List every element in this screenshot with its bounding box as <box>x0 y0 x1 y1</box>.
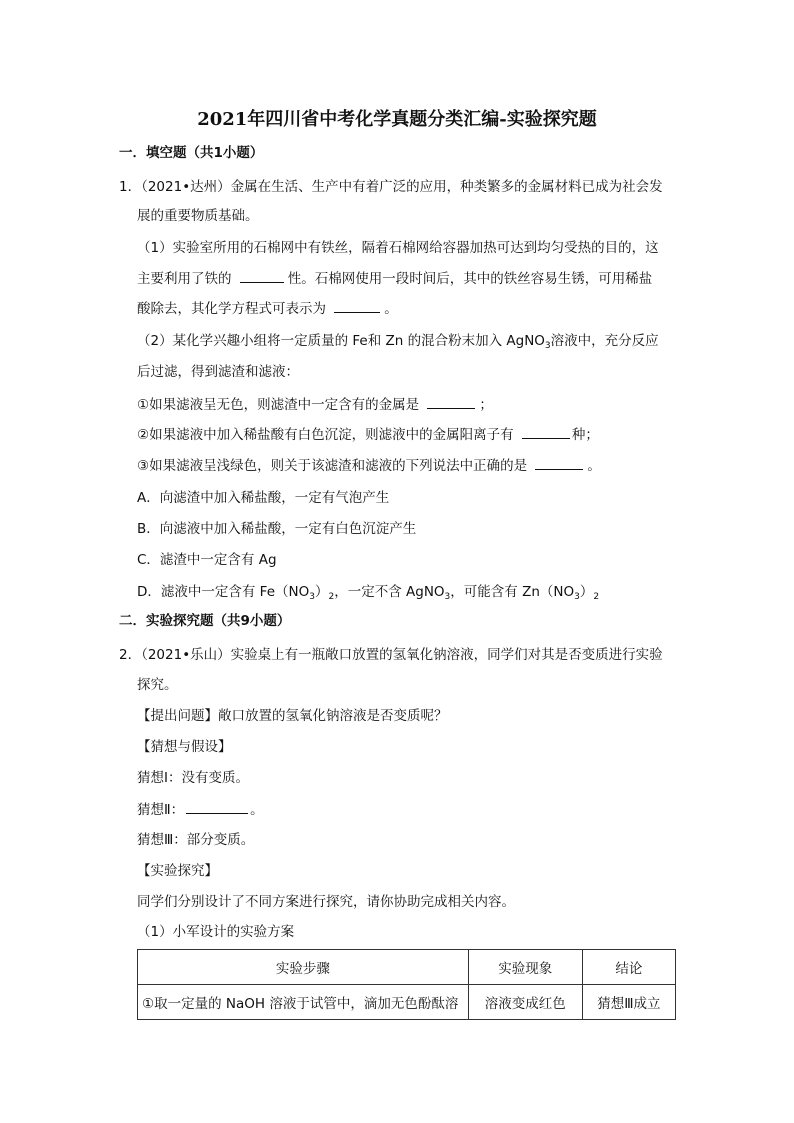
q2-hypothesis-2 <box>137 799 264 820</box>
q1-part2-text: 溶液中，充分反应 <box>550 333 659 349</box>
condition-text: ②如果滤液中加入稀盐酸有白色沉淀，则滤液中的金属阳离子有 <box>137 427 514 443</box>
answer-blank[interactable] <box>334 298 380 313</box>
hypothesis-text: 。 <box>250 802 264 818</box>
q1-line-2: 展的重要物质基础。 <box>137 208 259 224</box>
condition-text: ； <box>479 397 493 413</box>
answer-blank[interactable] <box>186 799 248 814</box>
q1-part1-line-2 <box>137 268 652 289</box>
option-text: ，一定不含 AgNO <box>334 584 445 600</box>
q2-hypothesis-heading: 【猜想与假设】 <box>137 739 232 755</box>
q1-part1-line-3 <box>137 298 398 319</box>
q1-condition-1 <box>137 394 493 415</box>
q1-part2-line-2: 后过滤，得到滤渣和滤液： <box>137 364 299 380</box>
q1-condition-2 <box>137 424 599 445</box>
q1-part1-text: 主要利用了铁的 <box>137 271 232 287</box>
subscript: 3 <box>309 592 315 602</box>
q1-part1-text: 。 <box>384 301 398 317</box>
q2-hypothesis-3: 猜想Ⅲ：部分变质。 <box>137 832 255 848</box>
option-text: ） <box>579 584 594 600</box>
table-cell: ①取一定量的 NaOH 溶液于试管中，滴加无色酚酞溶 <box>138 985 469 1020</box>
q1-part1-text: 性。石棉网使用一段时间后，其中的铁丝容易生锈，可用稀盐 <box>287 271 653 287</box>
option-b: B．向滤液中加入稀盐酸，一定有白色沉淀产生 <box>137 521 417 537</box>
q2-intro: 同学们分别设计了不同方案进行探究，请你协助完成相关内容。 <box>137 894 515 910</box>
table-header-row <box>138 950 676 985</box>
section-heading-1: 一．填空题（共1小题） <box>119 145 264 161</box>
q1-part1-line-1: （1）实验室所用的石棉网中有铁丝，隔着石棉网给容器加热可达到均匀受热的目的，这 <box>137 240 659 256</box>
q1-part2-text: （2）某化学兴趣小组将一定质量的 Fe和 Zn 的混合粉末加入 AgNO <box>137 333 545 349</box>
option-text: ，可能含有 Zn（NO <box>450 584 575 600</box>
condition-text: ③如果滤液呈浅绿色，则关于该滤渣和滤液的下列说法中正确的是 <box>137 458 528 474</box>
table-cell: 溶液变成红色 <box>468 985 582 1020</box>
section-heading-2: 二．实验探究题（共9小题） <box>119 613 291 629</box>
subscript: 3 <box>574 592 580 602</box>
q2-hypothesis-1: 猜想Ⅰ：没有变质。 <box>137 770 249 786</box>
option-d <box>137 582 599 607</box>
option-text: ） <box>314 584 329 600</box>
subscript: 3 <box>544 341 551 351</box>
q1-part1-text: 酸除去，其化学方程式可表示为 <box>137 301 326 317</box>
condition-text: ①如果滤液呈无色，则滤渣中一定含有的金属是 <box>137 397 420 413</box>
hypothesis-text: 猜想Ⅱ： <box>137 802 185 818</box>
option-a: A．向滤渣中加入稀盐酸，一定有气泡产生 <box>137 490 390 506</box>
q1-condition-3 <box>137 455 601 476</box>
option-text: D．滤液中一定含有 Fe（NO <box>137 584 310 600</box>
condition-text: 。 <box>587 458 601 474</box>
table-header: 实验步骤 <box>138 950 469 985</box>
answer-blank[interactable] <box>240 268 284 283</box>
table-header: 实验现象 <box>468 950 582 985</box>
table-cell: 猜想Ⅲ成立 <box>582 985 675 1020</box>
option-c: C．滤渣中一定含有 Ag <box>137 552 277 568</box>
q2-explore-heading: 【实验探究】 <box>137 863 218 879</box>
table-header: 结论 <box>582 950 675 985</box>
q2-line-1: 2．（2021•乐山）实验桌上有一瓶敞口放置的氢氧化钠溶液，同学们对其是否变质进行实验 <box>119 647 663 663</box>
answer-blank[interactable] <box>535 455 583 470</box>
q2-line-2: 探究。 <box>137 677 178 693</box>
subscript: 2 <box>593 592 600 602</box>
table-row <box>138 985 676 1020</box>
experiment-table <box>137 949 676 1020</box>
page-title: 2021年四川省中考化学真题分类汇编-实验探究题 <box>197 109 597 130</box>
subscript: 3 <box>444 592 451 602</box>
subscript: 2 <box>328 592 335 602</box>
answer-blank[interactable] <box>427 394 475 409</box>
q1-line-1: 1．（2021•达州）金属在生活、生产中有着广泛的应用，种类繁多的金属材料已成为社会发 <box>119 179 663 195</box>
q1-part2-line-1 <box>137 331 659 356</box>
q2-question: 【提出问题】敞口放置的氢氧化钠溶液是否变质呢？ <box>137 708 448 724</box>
q2-plan-title: （1）小军设计的实验方案 <box>137 924 295 940</box>
condition-text: 种； <box>571 427 599 443</box>
answer-blank[interactable] <box>522 424 570 439</box>
